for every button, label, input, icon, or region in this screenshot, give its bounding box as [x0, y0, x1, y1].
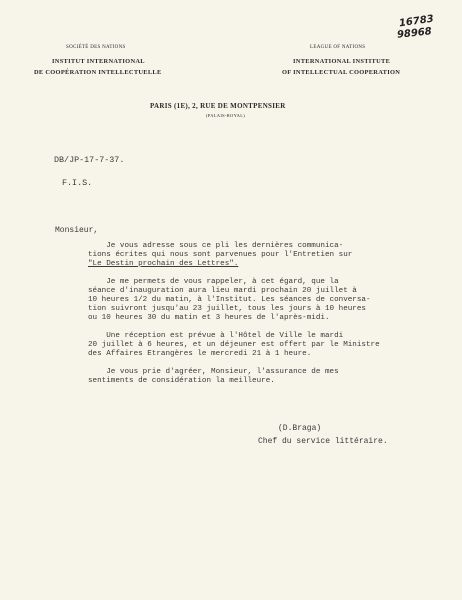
letterhead-society-name: SOCIÉTÉ DES NATIONS [66, 45, 126, 50]
paragraph-1-line-1: Je vous adresse sous ce pli les dernières communica- [88, 242, 344, 250]
recipient-initials: F.I.S. [62, 178, 93, 188]
letterhead-address: PARIS (1E), 2, RUE DE MONTPENSIER [150, 102, 286, 110]
letterhead-intl-institute-line1: INTERNATIONAL INSTITUTE [293, 58, 391, 65]
handwritten-number-1: 16783 [398, 13, 435, 30]
paragraph-2-line-1: Je me permets de vous rappeler, à cet égard, que la [88, 278, 339, 286]
handwritten-number-2: 98968 [396, 26, 433, 41]
letterhead-institute-line1: INSTITUT INTERNATIONAL [52, 58, 145, 65]
signature-title: Chef du service littéraire. [258, 437, 388, 446]
letterhead-institute-line2: DE COOPÉRATION INTELLECTUELLE [34, 69, 162, 76]
letterhead-league-name: LEAGUE OF NATIONS [310, 45, 366, 50]
paragraph-2-line-2: séance d'inauguration aura lieu mardi prochain 20 juillet à [88, 287, 357, 295]
salutation: Monsieur, [55, 226, 99, 235]
paragraph-3-line-2: 20 juillet à 6 heures, et un déjeuner est offert par le Ministre [88, 341, 380, 349]
paragraph-1-line-3: "Le Destin prochain des Lettres". [88, 260, 239, 268]
paragraph-2-line-3: 10 heures 1/2 du matin, à l'Institut. Les séances de conversa- [88, 296, 371, 304]
paragraph-4-line-2: sentiments de considération la meilleure. [88, 377, 275, 385]
paragraph-2-line-5: ou 10 heures 30 du matin et 3 heures de l'après-midi. [88, 314, 330, 322]
paragraph-3-line-1: Une réception est prévue à l'Hôtel de Ville le mardi [88, 332, 344, 340]
reference-code: DB/JP-17-7-37. [54, 155, 125, 165]
paragraph-3-line-3: des Affaires Etrangères le mercredi 21 à 1 heure. [88, 350, 312, 358]
paragraph-2-line-4: tion suivront jusqu'au 23 juillet, tous les jours à 10 heures [88, 305, 366, 313]
signature-name: (D.Braga) [278, 424, 322, 433]
letterhead-address-sub: (PALAIS-ROYAL) [206, 113, 246, 118]
paragraph-1-line-2: tions écrites qui nous sont parvenues pour l'Entretien sur [88, 251, 353, 259]
letterhead-intl-institute-line2: OF INTELLECTUAL COOPERATION [282, 69, 401, 76]
paragraph-4-line-1: Je vous prie d'agréer, Monsieur, l'assurance de mes [88, 368, 339, 376]
